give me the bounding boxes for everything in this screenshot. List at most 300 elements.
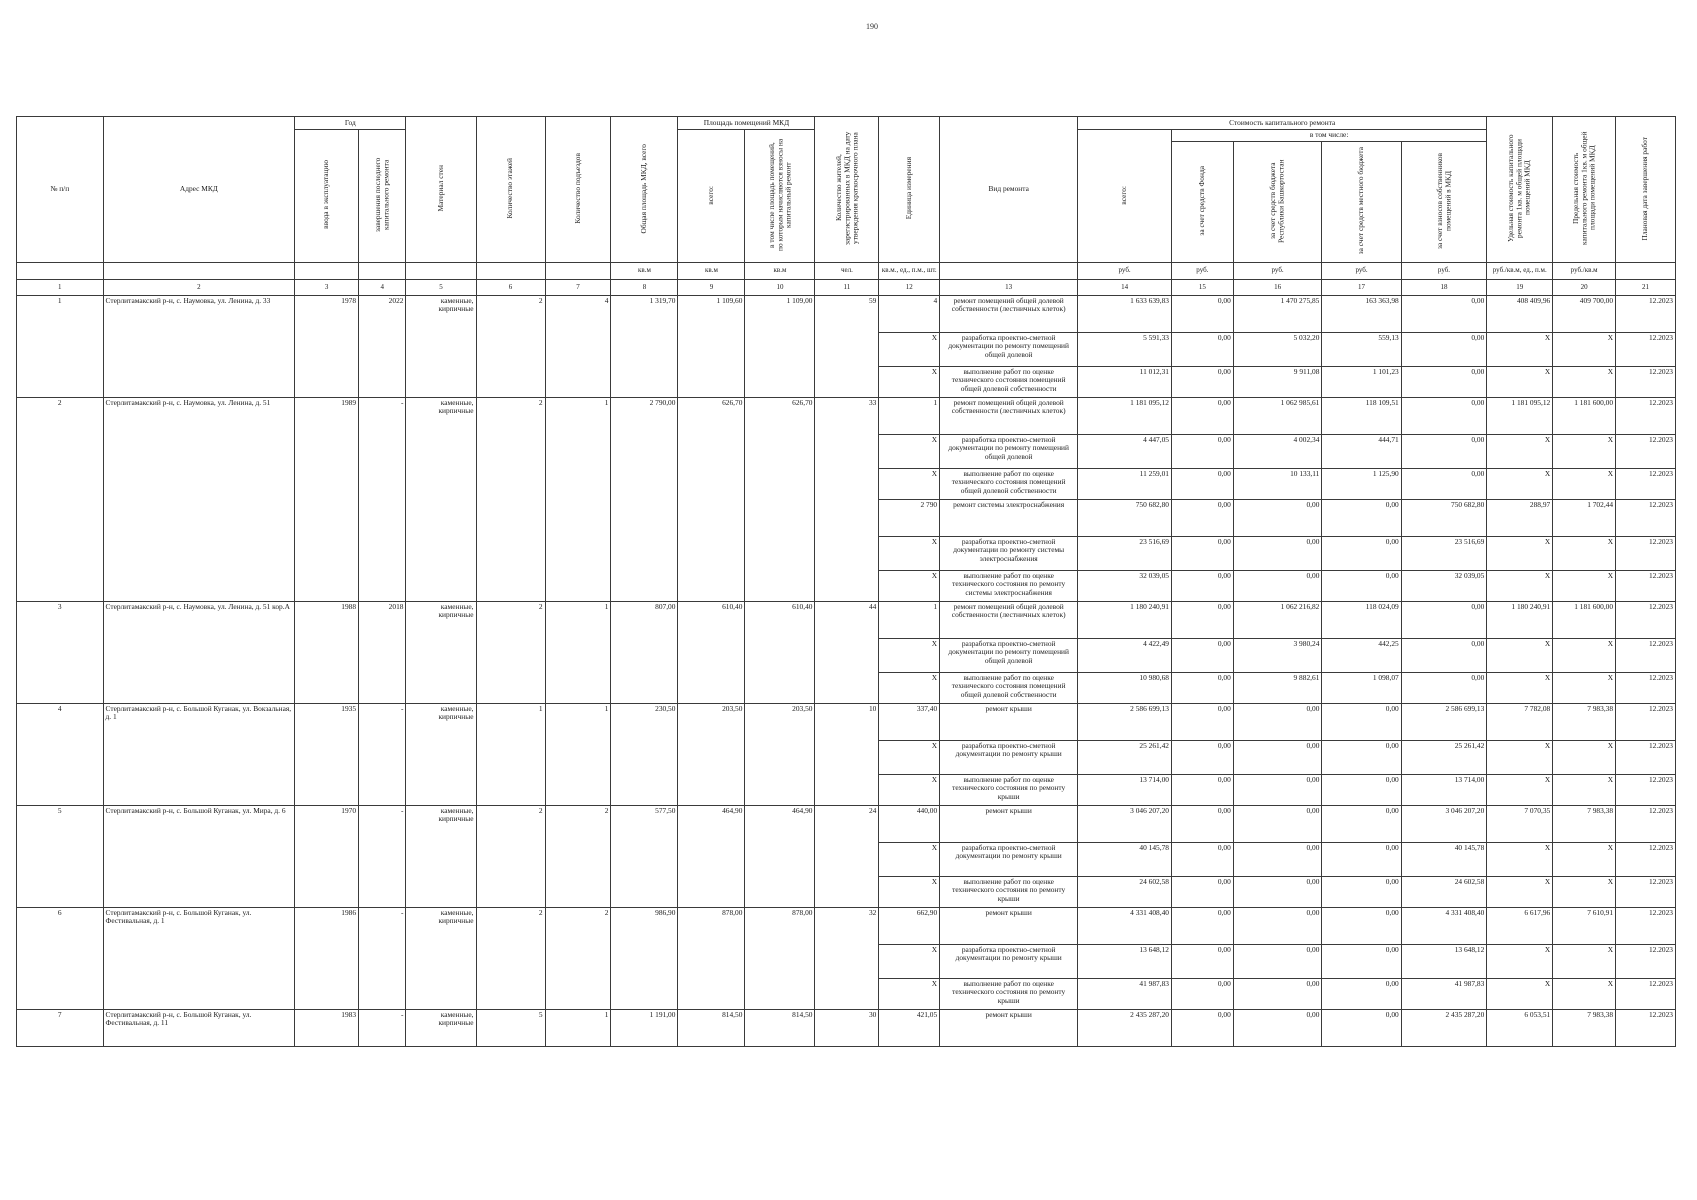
premises-contrib-area: 610,40 bbox=[745, 602, 815, 704]
column-number: 12 bbox=[879, 280, 940, 296]
work-type: разработка проектно-сметной документации по ремонту крыши bbox=[940, 945, 1078, 979]
cost-republic-budget: 0,00 bbox=[1233, 843, 1322, 877]
plan-date: 12.2023 bbox=[1616, 775, 1676, 806]
work-unit: 2 790 bbox=[879, 500, 940, 537]
max-unit-cost: 7 983,38 bbox=[1553, 1010, 1616, 1047]
column-number: 10 bbox=[745, 280, 815, 296]
cost-local-budget: 118 024,09 bbox=[1322, 602, 1401, 639]
total-area: 986,90 bbox=[611, 908, 678, 1010]
cost-local-budget: 559,13 bbox=[1322, 333, 1401, 367]
column-number: 20 bbox=[1553, 280, 1616, 296]
max-unit-cost: Х bbox=[1553, 945, 1616, 979]
cost-fund: 0,00 bbox=[1171, 435, 1233, 469]
wall-material: каменные, кирпичные bbox=[406, 602, 476, 704]
column-number: 8 bbox=[611, 280, 678, 296]
unit-cost: 1 180 240,91 bbox=[1487, 602, 1553, 639]
cost-owners: 0,00 bbox=[1401, 398, 1487, 435]
premises-contrib-area: 1 109,00 bbox=[745, 296, 815, 398]
cost-republic-budget: 0,00 bbox=[1233, 1010, 1322, 1047]
cost-fund: 0,00 bbox=[1171, 843, 1233, 877]
plan-date: 12.2023 bbox=[1616, 877, 1676, 908]
hdr-cost-fund: за счет средств Фонда bbox=[1171, 142, 1233, 263]
work-unit: 662,90 bbox=[879, 908, 940, 945]
residents-count: 44 bbox=[815, 602, 879, 704]
column-number: 13 bbox=[940, 280, 1078, 296]
residents-count: 10 bbox=[815, 704, 879, 806]
unit-cost: Х bbox=[1487, 367, 1553, 398]
work-type: выполнение работ по оценке технического состояния по ремонту крыши bbox=[940, 877, 1078, 908]
plan-date: 12.2023 bbox=[1616, 435, 1676, 469]
unit-cost: Х bbox=[1487, 435, 1553, 469]
plan-date: 12.2023 bbox=[1616, 806, 1676, 843]
work-unit: Х bbox=[879, 673, 940, 704]
work-unit: Х bbox=[879, 741, 940, 775]
cost-owners: 0,00 bbox=[1401, 333, 1487, 367]
cost-local-budget: 0,00 bbox=[1322, 1010, 1401, 1047]
year-built: 1983 bbox=[295, 1010, 359, 1047]
plan-date: 12.2023 bbox=[1616, 602, 1676, 639]
year-built: 1989 bbox=[295, 398, 359, 602]
work-unit: Х bbox=[879, 877, 940, 908]
work-type: ремонт помещений общей долевой собственности (лестничных клеток) bbox=[940, 398, 1078, 435]
unit-cost: 6 053,51 bbox=[1487, 1010, 1553, 1047]
cost-local-budget: 0,00 bbox=[1322, 908, 1401, 945]
page-number: 190 bbox=[866, 22, 878, 31]
unit-cell: руб./кв.м, ед., п.м. bbox=[1487, 263, 1553, 280]
work-unit: Х bbox=[879, 367, 940, 398]
row-number: 4 bbox=[17, 704, 104, 806]
floors-count: 2 bbox=[476, 398, 545, 602]
max-unit-cost: Х bbox=[1553, 673, 1616, 704]
residents-count: 59 bbox=[815, 296, 879, 398]
table-row bbox=[17, 704, 1676, 741]
unit-cell: кв.м bbox=[745, 263, 815, 280]
cost-owners: 41 987,83 bbox=[1401, 979, 1487, 1010]
unit-cost: Х bbox=[1487, 979, 1553, 1010]
work-type: разработка проектно-сметной документации по ремонту помещений общей долевой bbox=[940, 435, 1078, 469]
hdr-num: № п/п bbox=[17, 117, 104, 263]
unit-cell: кв.м bbox=[678, 263, 745, 280]
column-number: 6 bbox=[476, 280, 545, 296]
unit-cost: Х bbox=[1487, 843, 1553, 877]
hdr-cost-local: за счет средств местного бюджета bbox=[1322, 142, 1401, 263]
cost-local-budget: 0,00 bbox=[1322, 775, 1401, 806]
cost-fund: 0,00 bbox=[1171, 296, 1233, 333]
plan-date: 12.2023 bbox=[1616, 571, 1676, 602]
cost-local-budget: 0,00 bbox=[1322, 704, 1401, 741]
premises-area: 626,70 bbox=[678, 398, 745, 602]
floors-count: 2 bbox=[476, 296, 545, 398]
work-unit: 4 bbox=[879, 296, 940, 333]
cost-owners: 25 261,42 bbox=[1401, 741, 1487, 775]
year-last-repair: - bbox=[359, 398, 406, 602]
cost-owners: 750 682,80 bbox=[1401, 500, 1487, 537]
work-unit: 421,05 bbox=[879, 1010, 940, 1047]
total-area: 1 319,70 bbox=[611, 296, 678, 398]
total-area: 2 790,00 bbox=[611, 398, 678, 602]
cost-fund: 0,00 bbox=[1171, 469, 1233, 500]
cost-republic-budget: 3 980,24 bbox=[1233, 639, 1322, 673]
column-number: 16 bbox=[1233, 280, 1322, 296]
work-unit: Х bbox=[879, 469, 940, 500]
column-number: 14 bbox=[1078, 280, 1172, 296]
cost-total: 750 682,80 bbox=[1078, 500, 1172, 537]
plan-date: 12.2023 bbox=[1616, 673, 1676, 704]
work-unit: Х bbox=[879, 333, 940, 367]
cost-local-budget: 0,00 bbox=[1322, 537, 1401, 571]
table-row bbox=[17, 602, 1676, 639]
cost-republic-budget: 5 032,20 bbox=[1233, 333, 1322, 367]
wall-material: каменные, кирпичные bbox=[406, 806, 476, 908]
cost-total: 1 633 639,83 bbox=[1078, 296, 1172, 333]
max-unit-cost: Х bbox=[1553, 435, 1616, 469]
cost-local-budget: 0,00 bbox=[1322, 979, 1401, 1010]
cost-total: 23 516,69 bbox=[1078, 537, 1172, 571]
work-type: выполнение работ по оценке технического состояния по ремонту крыши bbox=[940, 979, 1078, 1010]
work-unit: Х bbox=[879, 945, 940, 979]
column-number: 9 bbox=[678, 280, 745, 296]
hdr-premises-contrib: в том числе площадь помещений, по которым начисляются взносы на капитальный ремонт bbox=[745, 130, 815, 263]
hdr-premises-group: Площадь помещений МКД bbox=[678, 117, 815, 130]
cost-total: 4 447,05 bbox=[1078, 435, 1172, 469]
premises-area: 1 109,60 bbox=[678, 296, 745, 398]
unit-cost: Х bbox=[1487, 945, 1553, 979]
floors-count: 5 bbox=[476, 1010, 545, 1047]
cost-local-budget: 0,00 bbox=[1322, 843, 1401, 877]
table-row bbox=[17, 806, 1676, 843]
building-address: Стерлитамакский р-н, с. Наумовка, ул. Ленина, д. 51 bbox=[103, 398, 295, 602]
work-unit: Х bbox=[879, 843, 940, 877]
plan-date: 12.2023 bbox=[1616, 945, 1676, 979]
cost-total: 5 591,33 bbox=[1078, 333, 1172, 367]
max-unit-cost: Х bbox=[1553, 571, 1616, 602]
unit-cell: кв.м bbox=[611, 263, 678, 280]
hdr-unit: Единица измерения bbox=[879, 117, 940, 263]
hdr-plan-date: Плановая дата завершения работ bbox=[1616, 117, 1676, 263]
cost-local-budget: 0,00 bbox=[1322, 741, 1401, 775]
unit-cost: Х bbox=[1487, 469, 1553, 500]
cost-total: 32 039,05 bbox=[1078, 571, 1172, 602]
cost-republic-budget: 1 062 985,61 bbox=[1233, 398, 1322, 435]
column-number: 3 bbox=[295, 280, 359, 296]
cost-republic-budget: 0,00 bbox=[1233, 945, 1322, 979]
plan-date: 12.2023 bbox=[1616, 333, 1676, 367]
cost-republic-budget: 10 133,11 bbox=[1233, 469, 1322, 500]
work-type: ремонт крыши bbox=[940, 704, 1078, 741]
cost-fund: 0,00 bbox=[1171, 741, 1233, 775]
work-unit: Х bbox=[879, 435, 940, 469]
max-unit-cost: 409 700,00 bbox=[1553, 296, 1616, 333]
premises-contrib-area: 814,50 bbox=[745, 1010, 815, 1047]
plan-date: 12.2023 bbox=[1616, 843, 1676, 877]
work-type: выполнение работ по оценке технического состояния помещений общей долевой собственности bbox=[940, 673, 1078, 704]
hdr-unit-cost: Удельная стоимость капитального ремонта 1кв. м общей площади помещений МКД bbox=[1487, 117, 1553, 263]
max-unit-cost: Х bbox=[1553, 367, 1616, 398]
cost-fund: 0,00 bbox=[1171, 673, 1233, 704]
floors-count: 2 bbox=[476, 908, 545, 1010]
work-unit: 337,40 bbox=[879, 704, 940, 741]
max-unit-cost: 7 983,38 bbox=[1553, 806, 1616, 843]
cost-republic-budget: 0,00 bbox=[1233, 979, 1322, 1010]
hdr-max-cost: Предельная стоимость капитального ремонта 1кв. м общей площади помещений МКД bbox=[1553, 117, 1616, 263]
year-built: 1978 bbox=[295, 296, 359, 398]
premises-area: 610,40 bbox=[678, 602, 745, 704]
plan-date: 12.2023 bbox=[1616, 1010, 1676, 1047]
work-unit: Х bbox=[879, 775, 940, 806]
column-number: 17 bbox=[1322, 280, 1401, 296]
cost-fund: 0,00 bbox=[1171, 602, 1233, 639]
work-type: выполнение работ по оценке технического состояния по ремонту системы электроснабжения bbox=[940, 571, 1078, 602]
hdr-total-area: Общая площадь МКД, всего bbox=[611, 117, 678, 263]
table-row bbox=[17, 296, 1676, 333]
cost-local-budget: 1 098,07 bbox=[1322, 673, 1401, 704]
wall-material: каменные, кирпичные bbox=[406, 1010, 476, 1047]
cost-fund: 0,00 bbox=[1171, 704, 1233, 741]
work-type: разработка проектно-сметной документации по ремонту помещений общей долевой bbox=[940, 333, 1078, 367]
max-unit-cost: Х bbox=[1553, 877, 1616, 908]
max-unit-cost: Х bbox=[1553, 333, 1616, 367]
unit-cost: 6 617,96 bbox=[1487, 908, 1553, 945]
cost-total: 1 181 095,12 bbox=[1078, 398, 1172, 435]
max-unit-cost: 1 181 600,00 bbox=[1553, 398, 1616, 435]
cost-republic-budget: 0,00 bbox=[1233, 908, 1322, 945]
plan-date: 12.2023 bbox=[1616, 704, 1676, 741]
premises-area: 878,00 bbox=[678, 908, 745, 1010]
unit-cost: Х bbox=[1487, 639, 1553, 673]
column-number: 18 bbox=[1401, 280, 1487, 296]
cost-total: 40 145,78 bbox=[1078, 843, 1172, 877]
cost-owners: 0,00 bbox=[1401, 296, 1487, 333]
year-last-repair: - bbox=[359, 806, 406, 908]
entrances-count: 1 bbox=[545, 1010, 611, 1047]
wall-material: каменные, кирпичные bbox=[406, 398, 476, 602]
cost-total: 13 648,12 bbox=[1078, 945, 1172, 979]
cost-fund: 0,00 bbox=[1171, 877, 1233, 908]
unit-cell: кв.м., ед., п.м., шт. bbox=[879, 263, 940, 280]
plan-date: 12.2023 bbox=[1616, 537, 1676, 571]
plan-date: 12.2023 bbox=[1616, 500, 1676, 537]
building-address: Стерлитамакский р-н, с. Большой Куганак, ул. Вокзальная, д. 1 bbox=[103, 704, 295, 806]
max-unit-cost: Х bbox=[1553, 979, 1616, 1010]
residents-count: 30 bbox=[815, 1010, 879, 1047]
year-last-repair: 2022 bbox=[359, 296, 406, 398]
year-built: 1986 bbox=[295, 908, 359, 1010]
cost-owners: 3 046 207,20 bbox=[1401, 806, 1487, 843]
cost-owners: 0,00 bbox=[1401, 469, 1487, 500]
unit-cost: Х bbox=[1487, 333, 1553, 367]
year-last-repair: 2018 bbox=[359, 602, 406, 704]
cost-total: 11 012,31 bbox=[1078, 367, 1172, 398]
unit-cost: 7 070,35 bbox=[1487, 806, 1553, 843]
premises-contrib-area: 464,90 bbox=[745, 806, 815, 908]
cost-fund: 0,00 bbox=[1171, 500, 1233, 537]
premises-area: 203,50 bbox=[678, 704, 745, 806]
year-last-repair: - bbox=[359, 908, 406, 1010]
work-unit: Х bbox=[879, 639, 940, 673]
entrances-count: 1 bbox=[545, 602, 611, 704]
cost-local-budget: 118 109,51 bbox=[1322, 398, 1401, 435]
plan-date: 12.2023 bbox=[1616, 296, 1676, 333]
cost-owners: 23 516,69 bbox=[1401, 537, 1487, 571]
floors-count: 2 bbox=[476, 602, 545, 704]
table-row bbox=[17, 908, 1676, 945]
premises-contrib-area: 878,00 bbox=[745, 908, 815, 1010]
row-number: 6 bbox=[17, 908, 104, 1010]
cost-total: 3 046 207,20 bbox=[1078, 806, 1172, 843]
hdr-work-type: Вид ремонта bbox=[940, 117, 1078, 263]
column-number: 15 bbox=[1171, 280, 1233, 296]
year-built: 1935 bbox=[295, 704, 359, 806]
column-number: 11 bbox=[815, 280, 879, 296]
hdr-floors: Количество этажей bbox=[476, 117, 545, 263]
cost-owners: 40 145,78 bbox=[1401, 843, 1487, 877]
cost-fund: 0,00 bbox=[1171, 979, 1233, 1010]
building-address: Стерлитамакский р-н, с. Большой Куганак, ул. Мира, д. 6 bbox=[103, 806, 295, 908]
cost-fund: 0,00 bbox=[1171, 571, 1233, 602]
premises-contrib-area: 626,70 bbox=[745, 398, 815, 602]
hdr-walls: Материал стен bbox=[406, 117, 476, 263]
max-unit-cost: 7 983,38 bbox=[1553, 704, 1616, 741]
cost-republic-budget: 0,00 bbox=[1233, 537, 1322, 571]
column-number: 2 bbox=[103, 280, 295, 296]
hdr-residents: Количество жителей, зарегистрированных в МКД на дату утверждения краткосрочного плана bbox=[815, 117, 879, 263]
wall-material: каменные, кирпичные bbox=[406, 296, 476, 398]
unit-cost: 408 409,96 bbox=[1487, 296, 1553, 333]
column-number: 1 bbox=[17, 280, 104, 296]
cost-republic-budget: 0,00 bbox=[1233, 877, 1322, 908]
building-address: Стерлитамакский р-н, с. Большой Куганак, ул. Фестивальная, д. 1 bbox=[103, 908, 295, 1010]
cost-republic-budget: 0,00 bbox=[1233, 775, 1322, 806]
work-type: разработка проектно-сметной документации по ремонту крыши bbox=[940, 741, 1078, 775]
cost-total: 25 261,42 bbox=[1078, 741, 1172, 775]
max-unit-cost: Х bbox=[1553, 537, 1616, 571]
unit-cost: 1 181 095,12 bbox=[1487, 398, 1553, 435]
cost-total: 1 180 240,91 bbox=[1078, 602, 1172, 639]
cost-fund: 0,00 bbox=[1171, 775, 1233, 806]
work-unit: Х bbox=[879, 537, 940, 571]
year-last-repair: - bbox=[359, 704, 406, 806]
max-unit-cost: Х bbox=[1553, 775, 1616, 806]
cost-owners: 24 602,58 bbox=[1401, 877, 1487, 908]
cost-fund: 0,00 bbox=[1171, 367, 1233, 398]
work-unit: Х bbox=[879, 571, 940, 602]
max-unit-cost: Х bbox=[1553, 741, 1616, 775]
unit-cell: руб. bbox=[1233, 263, 1322, 280]
table-row bbox=[17, 1010, 1676, 1047]
work-unit: 1 bbox=[879, 398, 940, 435]
column-number: 19 bbox=[1487, 280, 1553, 296]
building-address: Стерлитамакский р-н, с. Большой Куганак, ул. Фестивальная, д. 11 bbox=[103, 1010, 295, 1047]
residents-count: 32 bbox=[815, 908, 879, 1010]
work-type: выполнение работ по оценке технического состояния по ремонту крыши bbox=[940, 775, 1078, 806]
work-type: ремонт крыши bbox=[940, 806, 1078, 843]
cost-total: 2 586 699,13 bbox=[1078, 704, 1172, 741]
cost-local-budget: 0,00 bbox=[1322, 877, 1401, 908]
entrances-count: 1 bbox=[545, 704, 611, 806]
hdr-cost-owners: за счет взносов собственников помещений в МКД bbox=[1401, 142, 1487, 263]
entrances-count: 4 bbox=[545, 296, 611, 398]
cost-republic-budget: 0,00 bbox=[1233, 500, 1322, 537]
cost-local-budget: 1 101,23 bbox=[1322, 367, 1401, 398]
plan-date: 12.2023 bbox=[1616, 908, 1676, 945]
cost-local-budget: 442,25 bbox=[1322, 639, 1401, 673]
hdr-entrances: Количество подъездов bbox=[545, 117, 611, 263]
column-number: 21 bbox=[1616, 280, 1676, 296]
premises-area: 814,50 bbox=[678, 1010, 745, 1047]
cost-local-budget: 0,00 bbox=[1322, 571, 1401, 602]
cost-owners: 2 586 699,13 bbox=[1401, 704, 1487, 741]
unit-cost: Х bbox=[1487, 741, 1553, 775]
floors-count: 1 bbox=[476, 704, 545, 806]
cost-fund: 0,00 bbox=[1171, 398, 1233, 435]
cost-owners: 13 648,12 bbox=[1401, 945, 1487, 979]
max-unit-cost: 7 610,91 bbox=[1553, 908, 1616, 945]
cost-republic-budget: 1 470 275,85 bbox=[1233, 296, 1322, 333]
plan-date: 12.2023 bbox=[1616, 469, 1676, 500]
cost-owners: 0,00 bbox=[1401, 673, 1487, 704]
premises-area: 464,90 bbox=[678, 806, 745, 908]
unit-cell: руб. bbox=[1171, 263, 1233, 280]
work-type: ремонт крыши bbox=[940, 1010, 1078, 1047]
row-number: 7 bbox=[17, 1010, 104, 1047]
cost-total: 4 331 408,40 bbox=[1078, 908, 1172, 945]
row-number: 1 bbox=[17, 296, 104, 398]
unit-cost: Х bbox=[1487, 877, 1553, 908]
unit-cell: руб. bbox=[1322, 263, 1401, 280]
plan-date: 12.2023 bbox=[1616, 741, 1676, 775]
hdr-year-repair: завершения последнего капитального ремонта bbox=[359, 130, 406, 263]
work-type: ремонт системы электроснабжения bbox=[940, 500, 1078, 537]
building-address: Стерлитамакский р-н, с. Наумовка, ул. Ленина, д. 33 bbox=[103, 296, 295, 398]
column-number: 7 bbox=[545, 280, 611, 296]
plan-date: 12.2023 bbox=[1616, 367, 1676, 398]
cost-republic-budget: 0,00 bbox=[1233, 571, 1322, 602]
column-number: 5 bbox=[406, 280, 476, 296]
cost-total: 10 980,68 bbox=[1078, 673, 1172, 704]
plan-date: 12.2023 bbox=[1616, 979, 1676, 1010]
table-row bbox=[17, 398, 1676, 435]
entrances-count: 2 bbox=[545, 806, 611, 908]
cost-republic-budget: 0,00 bbox=[1233, 806, 1322, 843]
cost-republic-budget: 9 911,08 bbox=[1233, 367, 1322, 398]
work-type: ремонт помещений общей долевой собственности (лестничных клеток) bbox=[940, 602, 1078, 639]
column-number: 4 bbox=[359, 280, 406, 296]
plan-date: 12.2023 bbox=[1616, 398, 1676, 435]
cost-total: 4 422,49 bbox=[1078, 639, 1172, 673]
entrances-count: 1 bbox=[545, 398, 611, 602]
hdr-cost-total: всего: bbox=[1078, 130, 1172, 263]
premises-contrib-area: 203,50 bbox=[745, 704, 815, 806]
row-number: 5 bbox=[17, 806, 104, 908]
row-number: 2 bbox=[17, 398, 104, 602]
unit-cost: 288,97 bbox=[1487, 500, 1553, 537]
unit-cost: Х bbox=[1487, 775, 1553, 806]
cost-fund: 0,00 bbox=[1171, 945, 1233, 979]
cost-republic-budget: 1 062 216,82 bbox=[1233, 602, 1322, 639]
unit-cost: Х bbox=[1487, 571, 1553, 602]
cost-local-budget: 444,71 bbox=[1322, 435, 1401, 469]
cost-owners: 32 039,05 bbox=[1401, 571, 1487, 602]
wall-material: каменные, кирпичные bbox=[406, 908, 476, 1010]
cost-republic-budget: 0,00 bbox=[1233, 741, 1322, 775]
year-built: 1970 bbox=[295, 806, 359, 908]
work-type: ремонт помещений общей долевой собственности (лестничных клеток) bbox=[940, 296, 1078, 333]
max-unit-cost: 1 702,44 bbox=[1553, 500, 1616, 537]
plan-date: 12.2023 bbox=[1616, 639, 1676, 673]
work-unit: Х bbox=[879, 979, 940, 1010]
total-area: 230,50 bbox=[611, 704, 678, 806]
year-last-repair: - bbox=[359, 1010, 406, 1047]
